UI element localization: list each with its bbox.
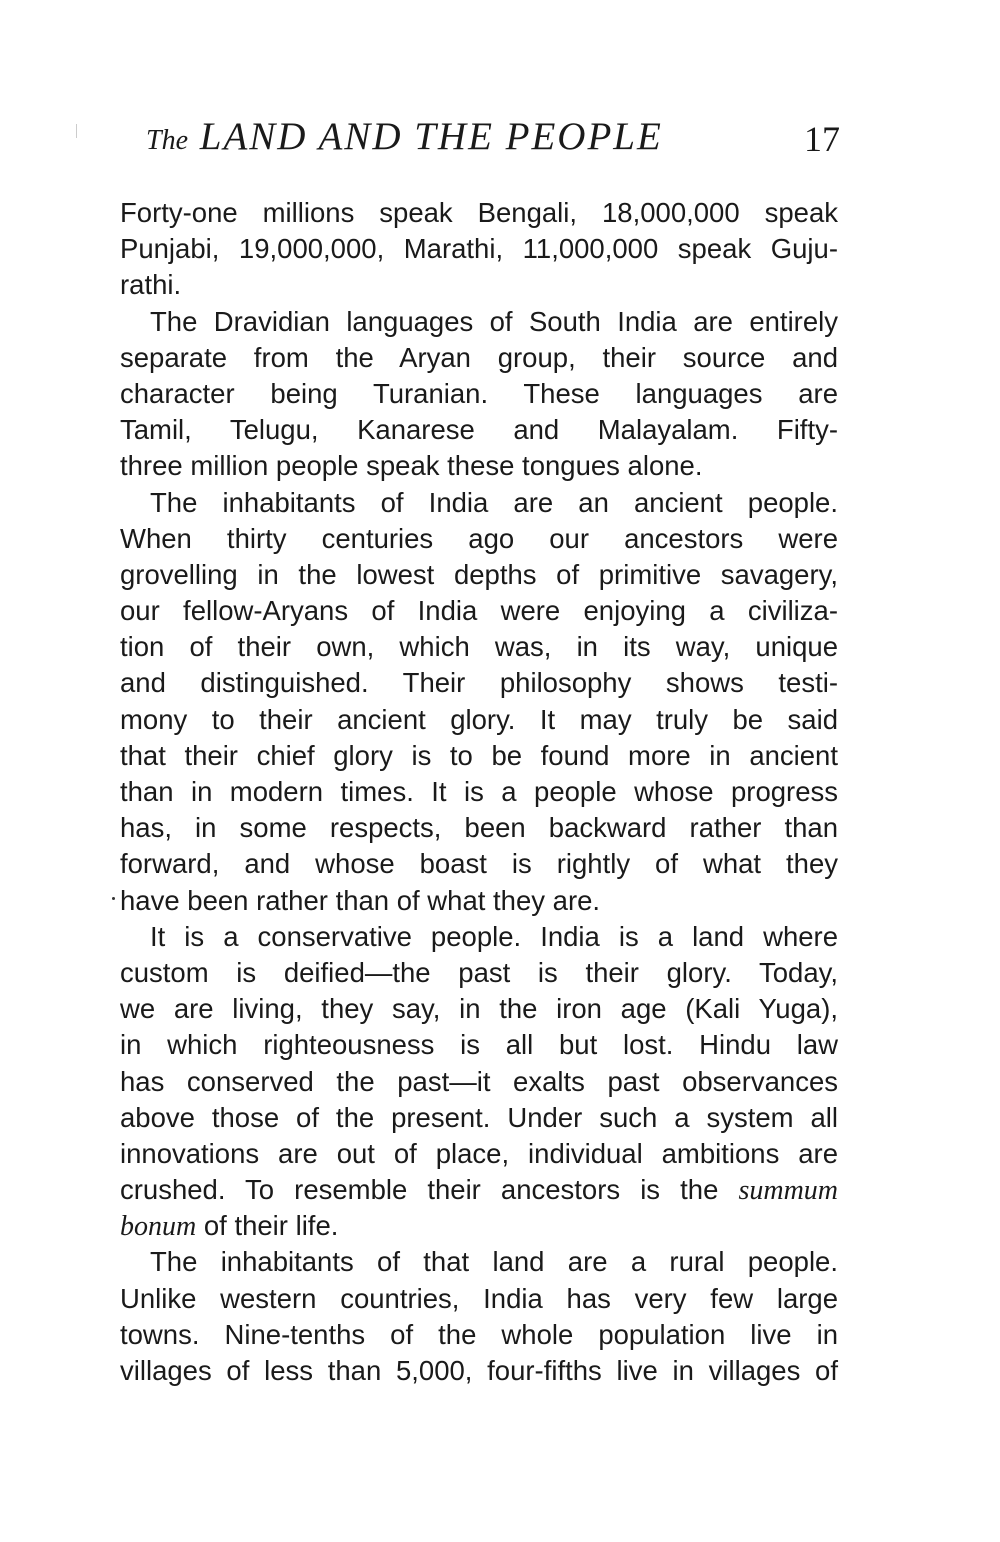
text-line: character being Turanian. These languages are bbox=[120, 377, 838, 409]
text-line: above those of the present. Under such a system all bbox=[120, 1101, 838, 1133]
text-line: It is a conservative people. India is a land where bbox=[150, 920, 838, 952]
text-line-with-italic bbox=[120, 1172, 838, 1208]
text-line: that their chief glory is to be found more in ancient bbox=[120, 739, 838, 771]
text-line: tion of their own, which was, in its way, unique bbox=[120, 631, 838, 663]
line-text: crushed. To resemble their ancestors is the bbox=[120, 1174, 719, 1206]
italic-term-summum: summum bbox=[738, 1175, 839, 1207]
text-line: our fellow-Aryans of India were enjoying a civiliza- bbox=[120, 595, 838, 627]
running-title bbox=[146, 114, 663, 159]
margin-speck bbox=[112, 897, 115, 900]
running-title-prefix: The bbox=[146, 125, 188, 156]
text-line: towns. Nine-tenths of the whole population live in bbox=[120, 1318, 838, 1350]
text-line: Tamil, Telugu, Kanarese and Malayalam. Fifty- bbox=[120, 414, 838, 446]
text-line: villages of less than 5,000, four-fifths live in villages of bbox=[120, 1355, 838, 1386]
text-line: forward, and whose boast is rightly of what they bbox=[120, 848, 838, 880]
page-number: 17 bbox=[804, 119, 840, 159]
running-header bbox=[120, 110, 840, 170]
text-line: Forty-one millions speak Bengali, 18,000,000 speak bbox=[120, 197, 838, 228]
text-line: in which righteousness is all but lost. Hindu law bbox=[120, 1029, 838, 1061]
text-line: separate from the Aryan group, their source and bbox=[120, 341, 838, 373]
text-line: has conserved the past—it exalts past observances bbox=[120, 1065, 838, 1097]
text-line: grovelling in the lowest depths of primitive savagery, bbox=[120, 558, 838, 590]
text-line: The inhabitants of that land are a rural people. bbox=[150, 1246, 838, 1278]
text-line: The inhabitants of India are an ancient people. bbox=[150, 486, 838, 518]
text-line-with-italic bbox=[120, 1208, 838, 1244]
text-line: we are living, they say, in the iron age (Kali Yuga), bbox=[120, 993, 838, 1025]
text-line: When thirty centuries ago our ancestors were bbox=[120, 522, 838, 554]
text-line: innovations are out of place, individual ambitions are bbox=[120, 1137, 838, 1169]
text-line: custom is deified—the past is their glory. Today, bbox=[120, 956, 838, 988]
running-title-main: LAND AND THE PEOPLE bbox=[199, 115, 663, 158]
text-line: rathi. bbox=[120, 269, 182, 301]
text-line: have been rather than of what they are. bbox=[120, 884, 601, 916]
line-text: of their life. bbox=[203, 1210, 339, 1242]
text-line: three million people speak these tongues alone. bbox=[120, 450, 703, 482]
italic-term-bonum: bonum bbox=[120, 1211, 197, 1243]
body-text bbox=[120, 195, 838, 1389]
text-line: than in modern times. It is a people whose progress bbox=[120, 776, 838, 807]
text-line: Unlike western countries, India has very few large bbox=[120, 1282, 838, 1314]
text-line: The Dravidian languages of South India are entirely bbox=[150, 305, 838, 337]
text-line: mony to their ancient glory. It may truly be said bbox=[120, 703, 838, 735]
text-line: has, in some respects, been backward rather than bbox=[120, 812, 838, 844]
text-line: and distinguished. Their philosophy shows testi- bbox=[120, 667, 838, 699]
text-line: Punjabi, 19,000,000, Marathi, 11,000,000 speak Guju- bbox=[120, 233, 838, 265]
scan-mark bbox=[76, 124, 77, 138]
